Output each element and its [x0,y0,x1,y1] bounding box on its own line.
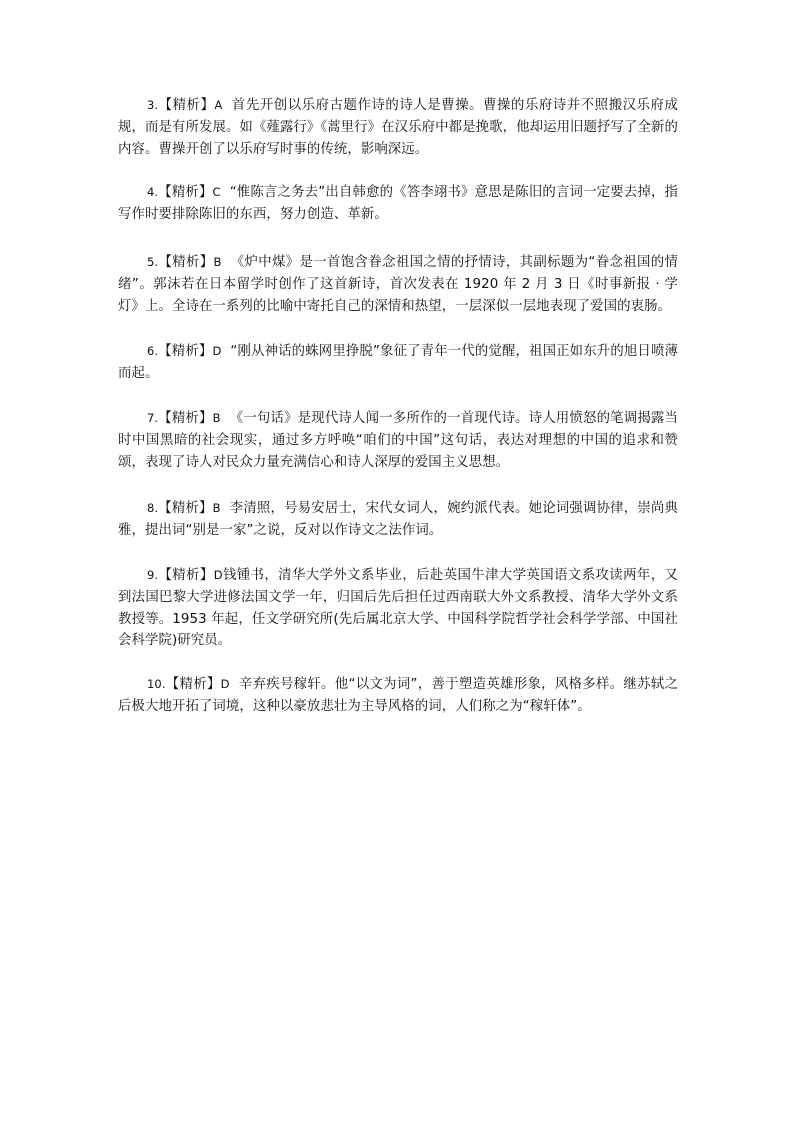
item-number: 6. [147,344,159,359]
item-number: 10. [147,677,166,692]
item-number: 3. [147,98,159,112]
analysis-item-10 [118,674,678,718]
answer-option: B [213,254,222,269]
analysis-tag: 【精析】 [158,344,213,360]
analysis-item-3 [118,95,678,160]
item-number: 8. [147,501,159,516]
analysis-text: 《一句话》是现代诗人闻一多所作的一首现代诗。诗人用愤怒的笔调揭露当时中国黑暗的社会现实，通过多方呼唤“咱们的中国”这句话，表达对理想的中国的追求和赞颂，表现了诗人对民众力量充满信心和诗人深厚的爱国主义思想。 [118,410,678,470]
analysis-tag: 【精析】 [165,677,221,693]
answer-option: D [213,567,223,582]
analysis-item-7 [118,408,678,473]
analysis-item-8 [118,498,678,542]
analysis-tag: 【精析】 [158,501,213,517]
analysis-tag: 【精析】 [158,98,215,113]
answer-analysis-page [118,95,678,740]
analysis-text: “惟陈言之务去”出自韩愈的《答李翊书》意思是陈旧的言词一定要去掉，指写作时要排除陈旧的东西，努力创造、革新。 [118,185,678,223]
item-number: 9. [147,567,159,582]
item-number: 4. [147,185,159,200]
item-number: 7. [147,410,159,425]
answer-option: D [212,344,222,359]
analysis-tag: 【精析】 [158,254,214,270]
analysis-text: 首先开创以乐府古题作诗的诗人是曹操。曹操的乐府诗并不照搬汉乐府成规，而是有所发展。如《薤露行》《蒿里行》在汉乐府中都是挽歌，他却运用旧题抒写了全新的内容。曹操开创了以乐府写时事的传统，影响深远。 [118,98,679,157]
answer-option: D [220,677,230,692]
analysis-text: 《炉中煤》是一首饱含眷念祖国之情的抒情诗，其副标题为“眷念祖国的情绪”。郭沫若在日本留学时创作了这首新诗，首次发表在 1920 年 2 月 3 日《时事新报 · 学灯》上。全诗在一系列的比喻中寄托自己的深情和热望，一层深似一层地表现了爱国的衷肠。 [118,254,678,314]
analysis-text: 辛弃疾号稼轩。他“以文为词”，善于塑造英雄形象，风格多样。继苏轼之后极大地开拓了词境，这种以豪放悲壮为主导风格的词，人们称之为“稼轩体”。 [118,677,679,714]
answer-option: B [212,501,221,516]
answer-option: B [212,410,221,425]
answer-option: A [214,98,223,112]
analysis-tag: 【精析】 [158,567,214,583]
answer-option: C [212,185,221,200]
analysis-text: 李清照，号易安居士，宋代女词人，婉约派代表。她论词强调协律，崇尚典雅，提出词“别是一家”之说，反对以作诗文之法作词。 [118,501,678,539]
item-number: 5. [147,254,159,269]
analysis-item-5 [118,252,678,317]
analysis-tag: 【精析】 [158,185,213,201]
analysis-tag: 【精析】 [158,410,213,426]
analysis-text: “刚从神话的蛛网里挣脱”象征了青年一代的觉醒，祖国正如东升的旭日喷薄而起。 [118,344,678,382]
analysis-item-9 [118,565,678,652]
analysis-text: 钱锺书，清华大学外文系毕业，后赴英国牛津大学英国语文系攻读两年，又到法国巴黎大学进修法国文学一年，归国后先后担任过西南联大外文系教授、清华大学外文系教授等。1953 年起，任文学研究所(先后属北京大学、中国科学院哲学社会科学学部、中国社会科学院)研究员。 [118,567,678,649]
analysis-item-6 [118,341,678,385]
analysis-item-4 [118,182,678,226]
